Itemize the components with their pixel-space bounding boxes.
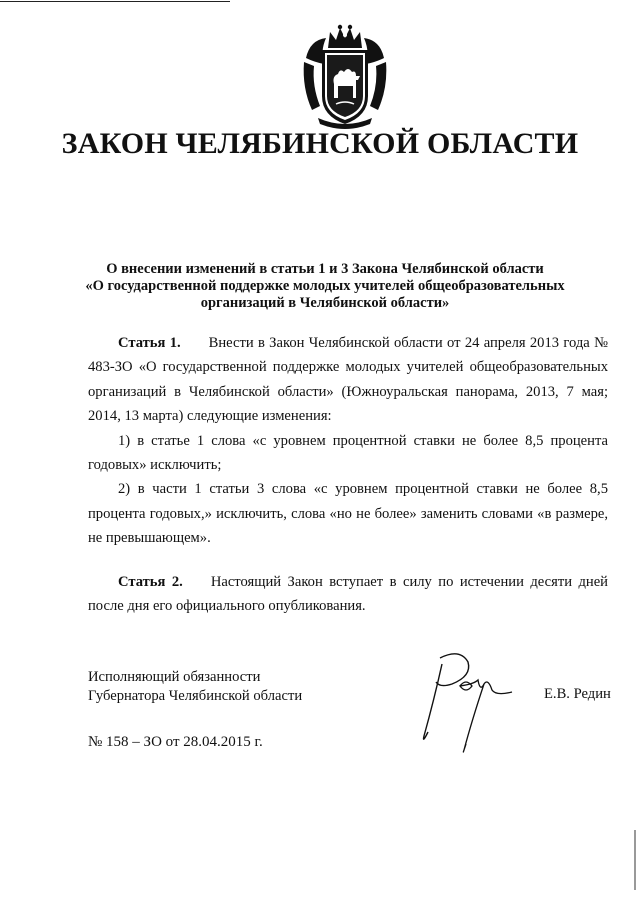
article-2-label: Статья 2. [118, 574, 183, 590]
article-1-item-2: 2) в части 1 статьи 3 слова «с уровнем процентной ставки не более 8,5 процента годовых,» исключить, слова «но не более» заменить словами «в размере, не превышающем». [88, 481, 608, 547]
signatory-name: Е.В. Редин [544, 686, 611, 702]
law-subject-heading [60, 261, 590, 312]
article-1-intro-text: Внести в Закон Челябинской области от 24 апреля 2013 года № 483-ЗО «О государственной поддержке молодых учителей общеобразовательных организаций в Челябинской области» (Южноуральская панорама, 2013, 7 мая; 2014, 13 марта) следующие изменения: [88, 335, 608, 425]
article-2-paragraph [88, 570, 608, 619]
article-1-label: Статья 1. [118, 335, 181, 351]
scan-edge-mark [634, 830, 636, 890]
subject-line-3: организаций в Челябинской области» [200, 295, 450, 311]
law-title: ЗАКОН ЧЕЛЯБИНСКОЙ ОБЛАСТИ [61, 127, 579, 160]
position-line-1: Исполняющий обязанности [88, 669, 261, 685]
law-number-date: № 158 – ЗО от 28.04.2015 г. [88, 734, 263, 750]
signatory-position [88, 668, 302, 706]
article-1-intro [88, 331, 608, 429]
article-2 [88, 570, 608, 619]
chelyabinsk-coat-of-arms-icon [300, 18, 390, 130]
subject-line-2: «О государственной поддержке молодых учителей общеобразовательных [85, 278, 565, 294]
handwritten-signature-icon [400, 640, 520, 760]
position-line-2: Губернатора Челябинской области [88, 688, 303, 704]
subject-line-1: О внесении изменений в статьи 1 и 3 Закона Челябинской области [106, 261, 544, 277]
article-1 [88, 331, 608, 551]
article-1-item-1: 1) в статье 1 слова «с уровнем процентной ставки не более 8,5 процента годовых» исключить; [88, 432, 608, 474]
article-2-text: Настоящий Закон вступает в силу по истечении десяти дней после дня его официального опубликования. [88, 574, 608, 615]
top-border-line [0, 1, 230, 2]
